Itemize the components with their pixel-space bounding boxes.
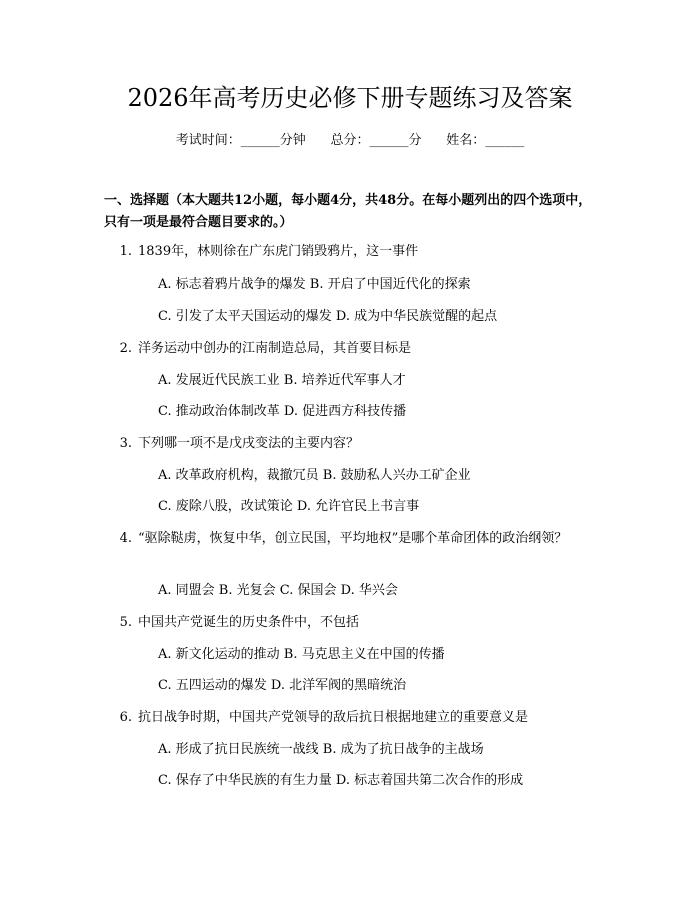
question-4-options: A. 同盟会 B. 光复会 C. 保国会 D. 华兴会 xyxy=(158,583,398,598)
question-5-options-a-b: A. 新文化运动的推动 B. 马克思主义在中国的传播 xyxy=(158,647,445,662)
exam-meta: 考试时间：______分钟 总分：______分 姓名：______ xyxy=(175,133,525,148)
question-3 xyxy=(104,433,600,455)
question-text: 下列哪一项不是戊戌变法的主要内容？ xyxy=(138,436,360,451)
question-3-options-c-d: C. 废除八股，改试策论 D. 允许官民上书言事 xyxy=(158,499,420,514)
question-5 xyxy=(104,612,600,634)
document-title: 2026年高考历史必修下册专题练习及答案 xyxy=(127,84,573,112)
question-text: 洋务运动中创办的江南制造总局，其首要目标是 xyxy=(138,341,412,356)
question-text: 1839年，林则徐在广东虎门销毁鸦片，这一事件 xyxy=(138,244,419,259)
question-5-options-c-d: C. 五四运动的爆发 D. 北洋军阀的黑暗统治 xyxy=(158,678,407,693)
question-number: 5. xyxy=(119,615,132,630)
question-1-options-c-d: C. 引发了太平天国运动的爆发 D. 成为中华民族觉醒的起点 xyxy=(158,309,498,324)
question-4 xyxy=(104,528,600,550)
question-6 xyxy=(104,707,600,729)
question-1 xyxy=(104,241,600,263)
question-text: 中国共产党诞生的历史条件中，不包括 xyxy=(138,615,360,630)
question-1-options-a-b: A. 标志着鸦片战争的爆发 B. 开启了中国近代化的探索 xyxy=(158,277,471,292)
question-2-options-a-b: A. 发展近代民族工业 B. 培养近代军事人才 xyxy=(158,373,406,388)
question-number: 2. xyxy=(119,341,132,356)
question-text: “驱除鞑虏，恢复中华，创立民国，平均地权”是哪个革命团体的政治纲领？ xyxy=(138,531,568,546)
question-6-options-c-d: C. 保存了中华民族的有生力量 D. 标志着国共第二次合作的形成 xyxy=(158,773,524,788)
question-number: 1. xyxy=(119,244,132,259)
question-2 xyxy=(104,338,600,360)
question-number: 6. xyxy=(119,710,132,725)
question-number: 4. xyxy=(119,531,132,546)
question-2-options-c-d: C. 推动政治体制改革 D. 促进西方科技传播 xyxy=(158,404,407,419)
question-text: 抗日战争时期，中国共产党领导的敌后抗日根据地建立的重要意义是 xyxy=(138,710,529,725)
question-6-options-a-b: A. 形成了抗日民族统一战线 B. 成为了抗日战争的主战场 xyxy=(158,742,484,757)
question-3-options-a-b: A. 改革政府机构，裁撤冗员 B. 鼓励私人兴办工矿企业 xyxy=(158,468,471,483)
question-number: 3. xyxy=(119,436,132,451)
section-heading: 一、选择题（本大题共12小题，每小题4分，共48分。在每小题列出的四个选项中，只有一项是最符合题目要求的。） xyxy=(104,193,592,230)
